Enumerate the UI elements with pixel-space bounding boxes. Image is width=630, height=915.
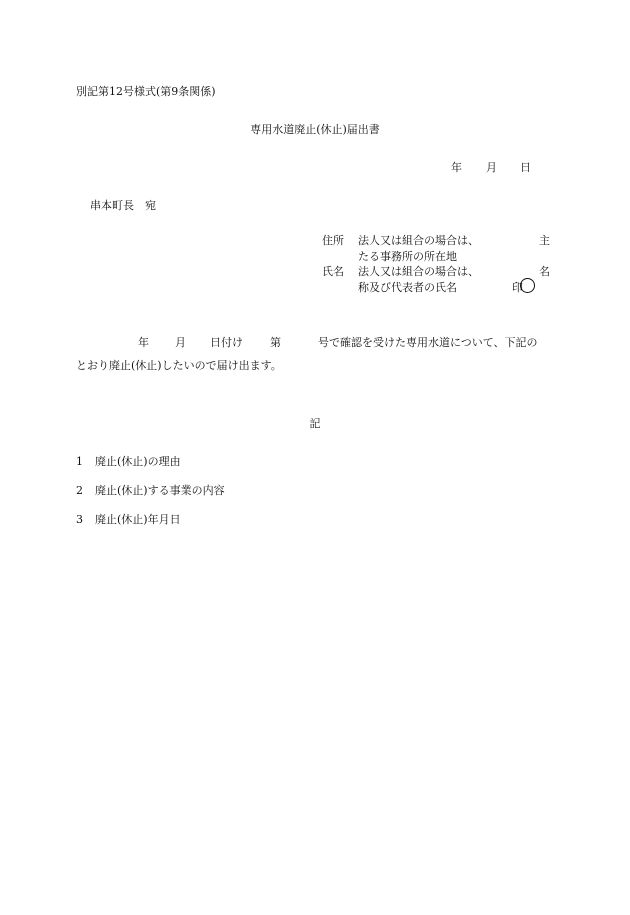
address-note-line2: たる事務所の所在地: [358, 250, 457, 263]
item-number: 2: [76, 484, 83, 497]
ki-heading: 記: [309, 417, 321, 430]
form-number: 別記第12号様式(第9条関係): [76, 85, 216, 98]
document-title: 専用水道廃止(休止)届出書: [250, 123, 380, 136]
addressee: 串本町長 宛: [90, 199, 156, 212]
name-note-line2: 称及び代表者の氏名: [358, 281, 457, 294]
seal-circle-icon: [520, 278, 535, 293]
address-note-line1: 法人又は組合の場合は、: [358, 234, 479, 247]
name-label: 氏名: [322, 265, 344, 278]
list-item: [76, 514, 181, 525]
body-year-label: 年: [138, 336, 149, 349]
body-dated-label: 日付け: [210, 336, 243, 349]
seal-label: 印: [512, 281, 523, 294]
address-note-line1-end: 主: [539, 234, 550, 247]
date-month-label: 月: [486, 161, 497, 174]
date-day-label: 日: [520, 161, 531, 174]
item-text: 廃止(休止)する事業の内容: [95, 484, 225, 497]
body-month-label: 月: [175, 336, 186, 349]
address-label: 住所: [322, 234, 344, 247]
item-number: 1: [76, 455, 83, 468]
list-item: [76, 485, 225, 496]
body-number-prefix: 第: [270, 336, 281, 349]
name-note-line1: 法人又は組合の場合は、: [358, 265, 479, 278]
body-line2-text: とおり廃止(休止)したいので届け出ます。: [76, 359, 282, 372]
name-note-line1-end: 名: [539, 265, 550, 278]
list-item: [76, 456, 181, 467]
item-text: 廃止(休止)年月日: [95, 513, 181, 526]
item-number: 3: [76, 513, 83, 526]
item-text: 廃止(休止)の理由: [95, 455, 181, 468]
date-year-label: 年: [451, 161, 462, 174]
body-line1-text: 号で確認を受けた専用水道について、下記の: [318, 336, 538, 349]
